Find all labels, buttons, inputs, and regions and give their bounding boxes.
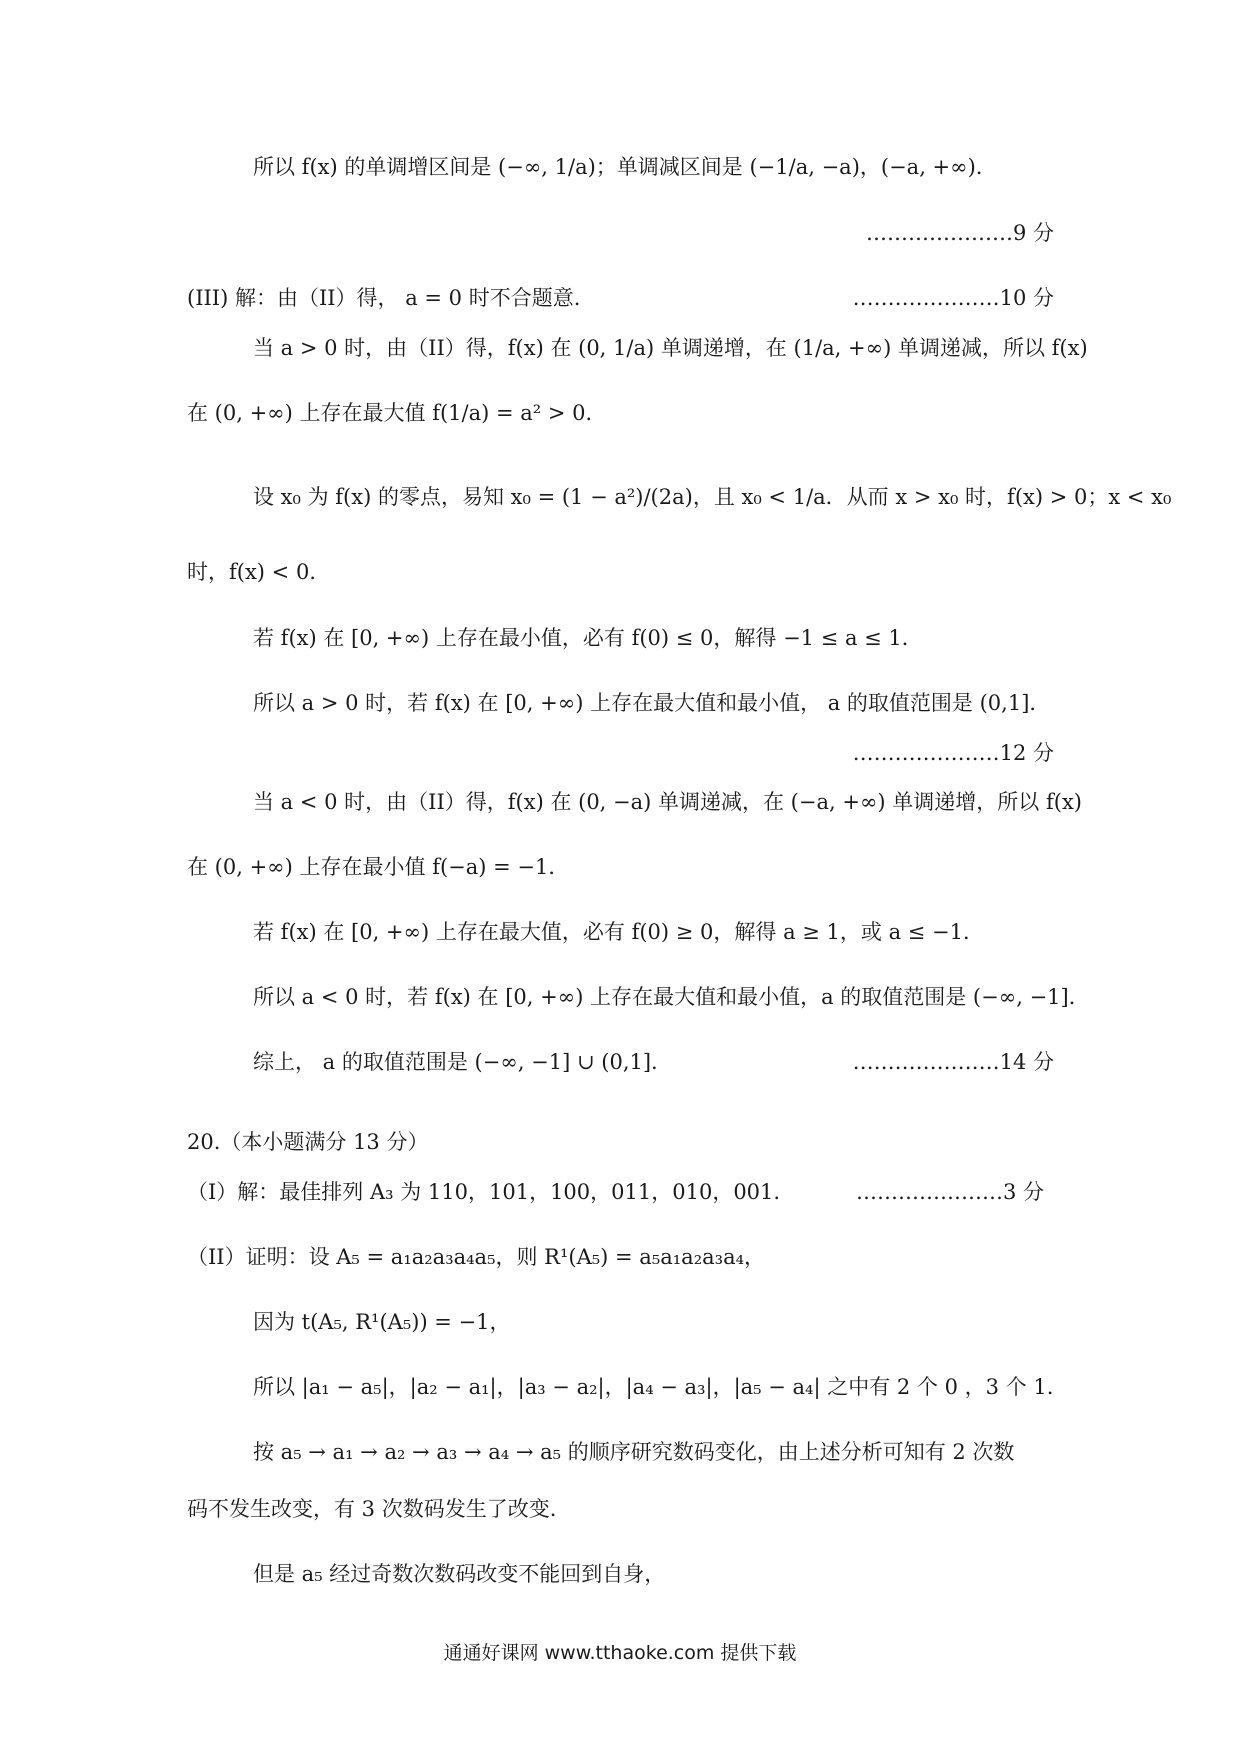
solution-line: （II）证明：设 A₅ = a₁a₂a₃a₄a₅，则 R¹(A₅) = a₅a₁a₂a₃a₄， — [187, 1245, 766, 1269]
solution-line: 在 (0, +∞) 上存在最小值 f(−a) = −1． — [187, 855, 570, 879]
question-heading: 20.（本小题满分 13 分） — [187, 1130, 429, 1154]
solution-line: 按 a₅ → a₁ → a₂ → a₃ → a₄ → a₅ 的顺序研究数码变化，由上述分析可知有 2 次数 — [253, 1440, 1015, 1464]
solution-line: 若 f(x) 在 [0, +∞) 上存在最大值，必有 f(0) ≥ 0，解得 a ≥ 1，或 a ≤ −1． — [253, 920, 984, 944]
solution-line: 在 (0, +∞) 上存在最大值 f(1/a) = a² > 0． — [187, 401, 607, 425]
score-marker: …………………3 分 — [855, 1180, 1044, 1204]
solution-line: 当 a > 0 时，由（II）得，f(x) 在 (0, 1/a) 单调递增，在 (1/a, +∞) 单调递减，所以 f(x) — [253, 336, 1088, 360]
solution-line: (III) 解：由（II）得， a = 0 时不合题意. — [187, 286, 581, 310]
solution-line: 若 f(x) 在 [0, +∞) 上存在最小值，必有 f(0) ≤ 0，解得 −1 ≤ a ≤ 1． — [253, 626, 923, 650]
score-marker: …………………14 分 — [852, 1050, 1054, 1074]
solution-line: 所以 a > 0 时，若 f(x) 在 [0, +∞) 上存在最大值和最小值， a 的取值范围是 (0,1]． — [253, 691, 1051, 715]
solution-line: 所以 a < 0 时，若 f(x) 在 [0, +∞) 上存在最大值和最小值，a 的取值范围是 (−∞, −1]． — [253, 985, 1090, 1009]
solution-line: 所以 |a₁ − a₅|，|a₂ − a₁|，|a₃ − a₂|，|a₄ − a₃|，|a₅ − a₄| 之中有 2 个 0 ，3 个 1. — [253, 1375, 1054, 1399]
solution-line: 但是 a₅ 经过奇数次数码改变不能回到自身， — [253, 1562, 666, 1586]
solution-line: 当 a < 0 时，由（II）得，f(x) 在 (0, −a) 单调递减，在 (−a, +∞) 单调递增，所以 f(x) — [253, 790, 1082, 814]
solution-line: 因为 t(A₅, R¹(A₅)) = −1， — [253, 1310, 511, 1334]
page-footer: 通通好课网 www.tthaoke.com 提供下载 — [443, 1642, 797, 1664]
solution-line: 综上， a 的取值范围是 (−∞, −1] ∪ (0,1]. — [253, 1050, 658, 1074]
solution-line: 设 x₀ 为 f(x) 的零点，易知 x₀ = (1 − a²)/(2a)，且 x₀ < 1/a．从而 x > x₀ 时，f(x) > 0；x < x₀ — [253, 485, 1172, 509]
solution-line: 时，f(x) < 0. — [187, 560, 316, 584]
score-marker: …………………9 分 — [865, 221, 1054, 245]
score-marker: …………………10 分 — [852, 286, 1054, 310]
score-marker: …………………12 分 — [852, 741, 1054, 765]
solution-line: 所以 f(x) 的单调增区间是 (−∞, 1/a)；单调减区间是 (−1/a, −a)，(−a, +∞)． — [253, 155, 997, 179]
solution-line: （I）解：最佳排列 A₃ 为 110，101，100，011，010，001. — [187, 1180, 781, 1204]
solution-line: 码不发生改变，有 3 次数码发生了改变. — [187, 1497, 557, 1521]
